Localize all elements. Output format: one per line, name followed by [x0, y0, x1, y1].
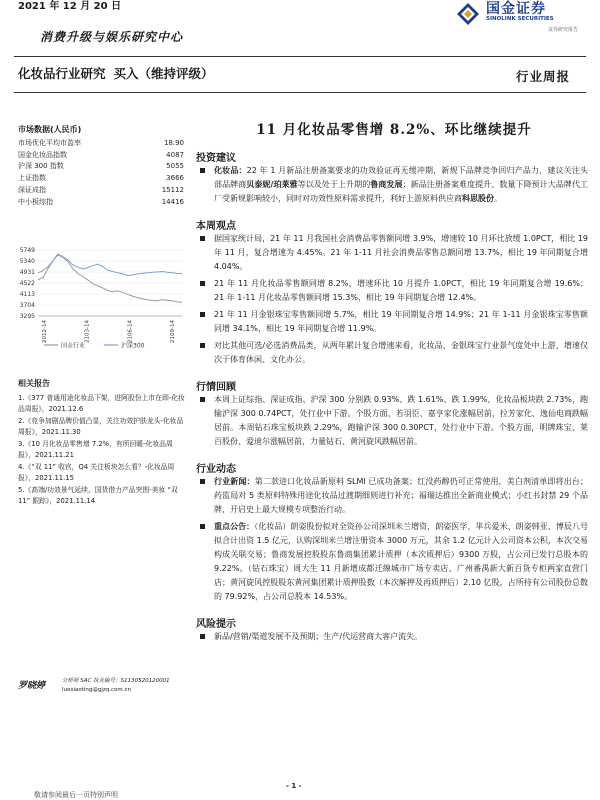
paragraph-text: 对比其他可选/必选消费品类，从两年累计复合增速来看，化妆品、金银珠宝行业景气度处中上游，增速仅次于体育休闲、文化办公。 [214, 341, 588, 364]
market-value: 4087 [166, 150, 184, 159]
footer-disclaimer: 敬请参阅最后一页特别声明 [34, 791, 118, 799]
paragraph-lead: 化妆品： [214, 166, 247, 175]
market-key: 中小板综指 [18, 197, 53, 206]
emphasis: 科思股份 [462, 194, 494, 203]
header-divider-bottom [14, 92, 586, 93]
page-number: - 1 - [286, 782, 302, 790]
paragraph-text: 据国家统计局，21 年 11 月我国社会消费品零售额同增 3.9%，增速较 10 月环比放缓 1.0PCT，相比 19 年 11 月，复合增速为 4.45%。21 年 1-11 月社会消费品零售总额同增 13.7%，相比 19 年同期复合增 4.04%。 [214, 234, 588, 271]
market-key: 沪深 300 指数 [18, 162, 64, 171]
bullet-paragraph [196, 520, 588, 604]
bullet-paragraph [196, 232, 588, 274]
legend-label: 国金行业 [61, 342, 86, 350]
market-key: 市场优化平均市盈率 [18, 138, 81, 147]
research-center-name: 消费升级与娱乐研究中心 [40, 30, 184, 44]
emphasis: 鲁商发展 [370, 180, 403, 189]
market-value: 14416 [161, 197, 184, 206]
logo-text-cn: 国金证券 [486, 1, 546, 17]
market-value: 5055 [166, 162, 184, 171]
section-title: 行业动态 [196, 464, 236, 475]
paragraph-lead: 行业新闻： [214, 477, 255, 486]
paragraph-text: 22 年 1 月新品注册备案要求的功效验证再无缓冲期，新规下品牌竞争回归产品力，建议关注头部品牌商 [214, 166, 588, 189]
bullet-paragraph [196, 393, 588, 449]
series-line-沪深300 [38, 254, 182, 276]
x-tick-label: 2109-14 [170, 320, 176, 343]
related-reports-list [18, 393, 188, 508]
bullet-paragraph [196, 164, 588, 206]
market-key: 深证成指 [18, 186, 46, 195]
bullet-paragraph [196, 475, 588, 517]
y-tick-label: 5340 [19, 258, 35, 265]
sections [196, 149, 588, 644]
y-tick-label: 3704 [19, 302, 35, 309]
paragraph-text: 新品/营销/渠道发展不及预期；生产/代运营商大客户流失。 [214, 632, 423, 641]
emphasis: 贝泰妮/珀莱雅 [246, 180, 298, 189]
related-report-item[interactable]: 5.《高端/功效景气延续，国货借力产品突围-美妆 “双 11” 跟踪》，2021.11.14 [18, 486, 178, 505]
sinolink-logo-icon [456, 2, 480, 26]
y-tick-label: 3295 [19, 313, 35, 320]
market-row [18, 161, 186, 173]
y-tick-label: 4931 [19, 269, 35, 276]
market-row [18, 137, 186, 149]
bullet-paragraph [196, 339, 588, 367]
bullet-paragraph [196, 308, 588, 336]
report-type: 行业周报 [515, 69, 570, 84]
analyst-block [18, 676, 190, 706]
market-value: 3666 [166, 174, 184, 183]
related-report-item[interactable]: 2.《竞争加剧品牌价值凸显，关注功效护肤龙头-化妆品周报》，2021.11.30 [18, 417, 184, 436]
market-row [18, 149, 186, 161]
paragraph-text: 第二款进口化妆品新原料 SLMI 已成功备案；红没药醇仍可正常使用，美白剂清单即将出台；药监局对 5 类原料特殊用途化妆品过渡期细则进行补充；福瑞达推出全新商业模式；小红书封禁 29 个品牌，开启史上最大规模专项整治行动。 [214, 477, 588, 514]
paragraph-lead: 重点公告： [214, 522, 255, 531]
section-title: 本周观点 [196, 221, 236, 232]
x-tick-label: 2103-14 [84, 320, 91, 343]
paragraph-text: 21 年 11 月金银珠宝零售额同增 5.7%，相比 19 年同期复合增 14.9%；21 年 1-11 月金银珠宝零售额同增 34.1%，相比 19 年同期复合增 11.9%。 [214, 310, 588, 333]
related-report-item[interactable]: 3.《10 月化妆品零售增 7.2%，有所回暖-化妆品周报》，2021.11.21 [18, 440, 173, 459]
market-key: 国金化妆品指数 [18, 150, 67, 159]
section-title: 风险提示 [196, 619, 236, 630]
bullet-paragraph [196, 630, 588, 644]
market-row [18, 172, 186, 184]
headline: 11 月化妆品零售增 8.2%、环比继续提升 [256, 122, 532, 138]
y-tick-label: 5749 [19, 247, 35, 254]
index-line-chart [14, 244, 186, 382]
market-data-table [18, 137, 186, 208]
industry-name: 化妆品行业研究 [18, 66, 106, 81]
market-key: 上证指数 [18, 174, 46, 183]
series-line-国金行业 [38, 255, 182, 302]
main-content [196, 118, 588, 644]
report-date: 2021 年 12 月 20 日 [18, 1, 122, 12]
paragraph-text: 。 [494, 194, 502, 203]
market-row [18, 196, 186, 208]
paragraph-text: 21 年 11 月化妆品零售额同增 8.2%，增速环比 10 月提升 1.0PCT，相比 19 年同期复合增 19.6%；21 年 1-11 月化妆品零售额同增 15.3%，相比 19 年同期复合增 12.4%。 [214, 279, 588, 302]
market-value: 15112 [161, 186, 184, 195]
sinolink-logo [456, 0, 586, 34]
logo-tagline: 证券研究报告 [548, 27, 579, 33]
market-row [18, 184, 186, 196]
paragraph-text: （化妆品）朗姿股份拟对全资孙公司深圳米兰增资，朗姿医学、芈兵爱米、朗姿韩亚、博辰八号拟合计出资 1.5 亿元，认购深圳米兰增注册资本 3000 万元，其余 1.2 亿元计入公司资本公积，本次交易构成关联交易；鲁商发展控股股东鲁商集团累计质押（本次质押后）9300 万股，占公司已发行总股本的 9.22%。（钻石珠宝）周大生 11 月新增成都迁線城市广场专卖店、广州番禺新大新百货专柜两家直营门店；黄河旋风控股股东黄河集团累计质押股数（本次解押及再质押后）2.10 亿股，占所持有公司股份总数的 79.92%，占公司总股本 14.53%。 [214, 522, 588, 601]
market-data-title: 市场数据(人民币) [18, 125, 82, 134]
analyst-email[interactable]: luoxiaoting@gjzq.com.cn [62, 687, 132, 693]
related-report-item[interactable]: 4.《“双 11” 收官，Q4 关注板块怎么看？-化妆品周报》，2021.11.15 [18, 463, 175, 482]
analyst-cert: 分析师 SAC 执业编号：S1130520120001 [62, 678, 170, 684]
related-report-item[interactable]: 1.《377 普通用途化妆品下架，进阿股份上市在即-化妆品周报》，2021.12.6 [18, 394, 185, 413]
industry-line [18, 64, 214, 82]
section-title: 投资建议 [196, 153, 236, 164]
paragraph-text: 等以及处于上升期的 [297, 180, 371, 189]
paragraph-text: ；新品注册备案难度提升、数量下降预计大品牌代工厂受新规影响较小，同时对功效性原料需求提升，利好上游原料供应商 [214, 180, 589, 203]
y-tick-label: 4522 [19, 280, 35, 287]
legend-label: 沪深300 [121, 342, 145, 350]
section-title: 行情回顾 [196, 382, 236, 393]
x-tick-label: 2012-14 [42, 320, 48, 343]
rating: 买入（维持评级） [113, 66, 214, 81]
paragraph-text: 本周上证综指、深证成指、沪深 300 分别跌 0.93%、跌 1.61%、跌 1.99%，化妆品板块跌 2.73%，跑输沪深 300 0.74PCT，处行业中下游。个股方面，若羽臣、嘉亨家化涨幅居前，拉芳家化、逸仙电商跌幅居前。本周钻石珠宝板块跌 2.29%，跑输沪深 300 0.30PCT，处行业中下游。个股方面，明牌珠宝、莱百股份、爱迪尔涨幅居前，力量钻石、黄河旋风跌幅居前。 [214, 395, 588, 446]
x-tick-label: 2106-14 [127, 320, 134, 343]
related-reports-title: 相关报告 [18, 379, 50, 388]
header-divider-top [14, 56, 586, 57]
y-tick-label: 4113 [19, 291, 35, 298]
market-value: 18.90 [163, 138, 184, 147]
analyst-name: 罗晓婷 [18, 681, 46, 691]
logo-text-en: SINOLINK SECURITIES [486, 16, 554, 22]
bullet-paragraph [196, 277, 588, 305]
